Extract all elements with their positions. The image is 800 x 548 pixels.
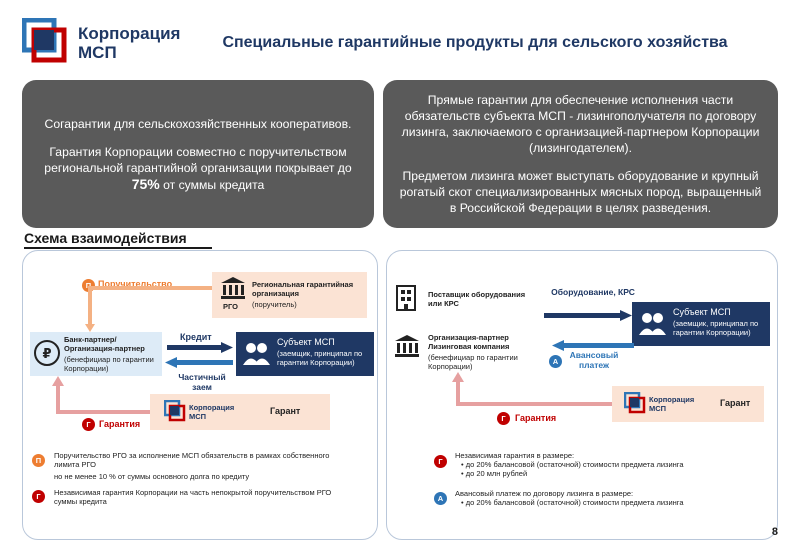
kredit-arrows — [165, 342, 235, 370]
badge-a: А — [549, 355, 562, 368]
supplier-label: Поставщик оборудования или КРС — [428, 290, 526, 308]
logo-line1: Корпорация — [78, 24, 181, 43]
bank-icon — [220, 276, 246, 300]
legend-a-text: Авансовый платеж по договору лизинга в размере: • до 20% балансовой (остаточной) стоимости предмета лизинга — [455, 489, 684, 507]
svg-text:₽: ₽ — [42, 347, 52, 362]
rgo-abbr: РГО — [223, 302, 238, 311]
card-sogarantii — [22, 80, 374, 228]
avans-label: Авансовый платеж — [569, 350, 619, 370]
subject-msp-sub-left: (заемщик, принципал по гарантии Корпорации) — [277, 349, 363, 367]
legend-badge-p: П — [32, 454, 45, 467]
bank-icon-right — [394, 334, 420, 358]
legend-p-text: Поручительство РГО за исполнение МСП обязательств в рамках собственного лимита РГО но не менее 10 % от суммы основного долга по кредиту — [54, 451, 330, 481]
legend-badge-g-right: Г — [434, 455, 447, 468]
legend-g-text: Независимая гарантия Корпорации на часть непокрытой поручительством РГО суммы кредита — [54, 488, 332, 506]
corp-name-right: Корпорация МСП — [649, 395, 695, 413]
garantiya-label-left: Гарантия — [99, 419, 141, 429]
kredit-label: Кредит — [180, 332, 212, 342]
bank-partner-sub: (бенефициар по гарантии Корпорации) — [64, 355, 154, 373]
corp-logo-icon-right — [624, 392, 646, 414]
card-right-p2: Предметом лизинга может выступать оборудование и крупный рогатый скот специализированных мясных пород, выращенный в Российской Федерации в целях разведения. — [399, 169, 762, 215]
ruble-icon — [34, 340, 60, 366]
equipment-label: Оборудование, КРС — [551, 287, 635, 297]
subject-msp-title-right: Субъект МСП — [673, 307, 731, 317]
equipment-arrow — [544, 310, 634, 322]
section-title: Схема взаимодействия — [24, 230, 187, 246]
garantiya-label-right: Гарантия — [515, 413, 557, 423]
badge-p: П — [82, 279, 95, 292]
bank-partner-title: Банк-партнер/ Организация-партнер — [64, 335, 145, 353]
legend-badge-a: А — [434, 492, 447, 505]
corp-logo-icon-left — [164, 400, 186, 422]
garant-label-left: Гарант — [270, 406, 301, 416]
poruchitelstvo-arrow — [85, 284, 215, 334]
card-right-p1: Прямые гарантии для обеспечение исполнения части обязательств субъекта МСП - лизингополучателя по договору лизинга, заключаемого с организацией-партнером Корпорации (лизингодателем). — [401, 93, 760, 155]
badge-g-left: Г — [82, 418, 95, 431]
badge-g-right: Г — [497, 412, 510, 425]
card-left-p2: Гарантия Корпорации совместно с поручительством региональной гарантийной организации покрывает до 75% от суммы кредита — [44, 144, 352, 192]
garantiya-arrow-right — [450, 372, 612, 412]
subject-msp-title-left: Субъект МСП — [277, 337, 335, 347]
poruchitelstvo-label: Поручительство — [98, 279, 173, 289]
person-icon — [242, 339, 270, 367]
corp-name-left: Корпорация МСП — [189, 403, 235, 421]
card-left-p1: Согарантии для сельскохозяйственных кооперативов. — [44, 116, 352, 131]
rgo-sub: (поручитель) — [252, 300, 297, 309]
logo-line2: МСП — [78, 43, 117, 62]
garantiya-arrow-left — [50, 376, 150, 424]
chastichny-label: Частичный заем — [178, 372, 226, 392]
page-number: 8 — [771, 526, 778, 538]
legend-g-right-text: Независимая гарантия в размере: • до 20% балансовой (остаточной) стоимости предмета лизинга • до 20 млн рублей — [455, 451, 684, 478]
page-title: Специальные гарантийные продукты для сельского хозяйства — [222, 34, 728, 51]
lessor-title: Организация-партнер Лизинговая компания — [428, 333, 510, 351]
factory-icon — [394, 284, 420, 312]
person-icon-right — [638, 309, 666, 337]
lessor-sub: (бенефициар по гарантии Корпорации) — [428, 353, 518, 371]
garant-label-right: Гарант — [720, 398, 751, 408]
section-underline — [24, 247, 212, 249]
legend-badge-g: Г — [32, 490, 45, 503]
subject-msp-sub-right: (заемщик, принципал по гарантии Корпорации) — [673, 319, 759, 337]
card-leasing — [383, 80, 778, 228]
rgo-title: Региональная гарантийная организация — [252, 280, 354, 298]
